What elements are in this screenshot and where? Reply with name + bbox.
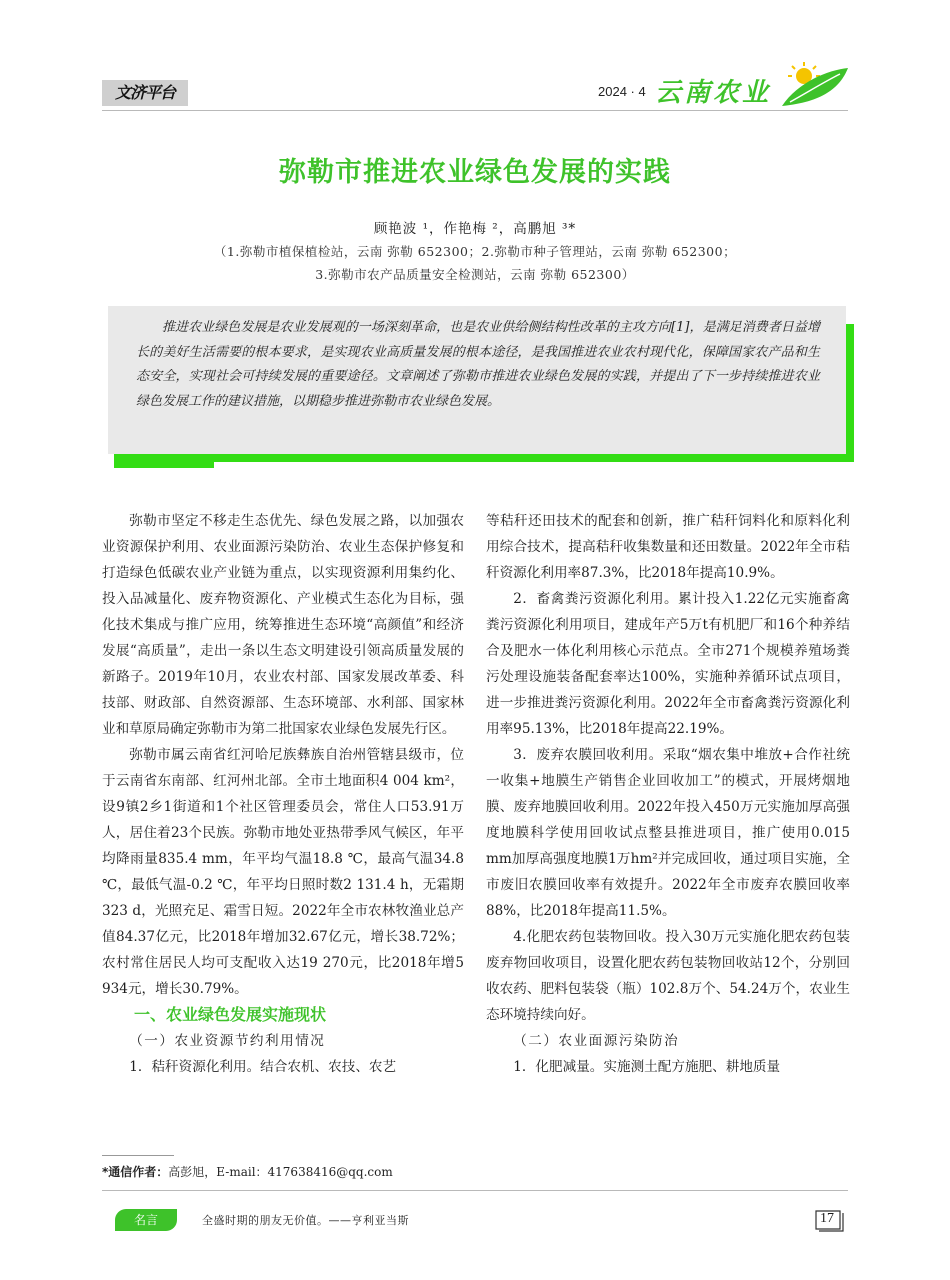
subsection-heading: （一）农业资源节约利用情况 — [129, 1033, 326, 1049]
paragraph: 1．化肥减量。实施测土配方施肥、耕地质量 — [513, 1059, 781, 1075]
motto-tag: 名言 — [115, 1209, 177, 1231]
journal-logo-icon — [778, 62, 850, 108]
section-tag: 文济平台 — [102, 80, 188, 106]
paragraph: 1．秸秆资源化利用。结合农机、农技、农艺 — [129, 1059, 397, 1075]
paragraph: 弥勒市坚定不移走生态优先、绿色发展之路，以加强农业资源保护利用、农业面源污染防治、农业生态保护修复和打造绿色低碳农业产业链为重点，以实现资源利用集约化、投入品减量化、废弃物资源化、产业模式生态化为目标，强化技术集成与推广应用，统筹推进生态环境“高颜值”和经济发展“高质量”，走出一条以生态文明建设引领高质量发展的新路子。2019年10月，农业农村部、国家发展改革委、科技部、财政部、自然资源部、生态环境部、水利部、国家林业和草原局确定弥勒市为第二批国家农业绿色发展先行区。 — [102, 513, 464, 737]
paragraph: 弥勒市属云南省红河哈尼族彝族自治州管辖县级市，位于云南省东南部、红河州北部。全市土地面积4 004 km²，设9镇2乡1街道和1个社区管理委员会，常住人口53.91万人，居住着23个民族。弥勒市地处亚热带季风气候区，年平均降雨量835.4 mm，年平均气温18.8 ℃，最高气温34.8 ℃，最低气温-0.2 ℃，年平均日照时数2 131.4 h，无霜期323 d，光照充足、霜雪日短。2022年全市农林牧渔业总产值84.37亿元，比2018年增加32.67亿元，增长38.72%；农村常住居民人均可支配收入达19 270元，比2018年增5 934元，增长30.79%。 — [102, 747, 464, 997]
issue-number: 2024 · 4 — [598, 84, 646, 99]
paragraph: 4.化肥农药包装物回收。投入30万元实施化肥农药包装废弃物回收项目，设置化肥农药包装物回收站12个，分别回收农药、肥料包装袋（瓶）102.8万个、54.24万个，农业生态环境持续向好。 — [486, 929, 850, 1023]
subsection-heading: （二）农业面源污染防治 — [513, 1033, 680, 1049]
motto-text: 全盛时期的朋友无价值。——亨利亚当斯 — [202, 1214, 409, 1227]
affiliation-line-2: 3.弥勒市农产品质量安全检测站，云南 弥勒 652300） — [315, 267, 635, 282]
body-left-column — [102, 508, 464, 1080]
paragraph: 3．废弃农膜回收利用。采取“烟农集中堆放+合作社统一收集+地膜生产销售企业回收加工”的模式，开展烤烟地膜、废弃地膜回收利用。2022年投入450万元实施加厚高强度地膜科学使用回收试点整县推进项目，推广使用0.015 mm加厚高强度地膜1万hm²并完成回收，通过项目实施，全市废旧农膜回收率有效提升。2022年全市废弃农膜回收率88%，比2018年提高11.5%。 — [486, 747, 850, 919]
body-right-column — [486, 508, 850, 1080]
paragraph: 等秸秆还田技术的配套和创新，推广秸秆饲料化和原料化利用综合技术，提高秸秆收集数量和还田数量。2022年全市秸秆资源化利用率87.3%，比2018年提高10.9%。 — [486, 513, 850, 581]
footnote-rule — [102, 1155, 174, 1156]
affiliation-line-1: （1.弥勒市植保植检站，云南 弥勒 652300；2.弥勒市种子管理站，云南 弥勒 652300； — [213, 244, 737, 259]
section-heading: 一、农业绿色发展实施现状 — [134, 1005, 327, 1024]
journal-name: 云南农业 — [655, 78, 772, 108]
footnote — [102, 1163, 393, 1180]
authors: 顾艳波 ¹，作艳梅 ²，高鹏旭 ³* — [373, 221, 577, 237]
page-number-text: 17 — [820, 1211, 834, 1226]
footnote-text: 高彭旭，E-mail：417638416@qq.com — [168, 1165, 393, 1179]
page-number — [814, 1209, 846, 1233]
header-rule — [102, 110, 848, 111]
footer-rule — [102, 1190, 848, 1191]
article-title: 弥勒市推进农业绿色发展的实践 — [279, 157, 671, 188]
paragraph: 2．畜禽粪污资源化利用。累计投入1.22亿元实施畜禽粪污资源化利用项目，建成年产5万t有机肥厂和16个种养结合及肥水一体化利用核心示范点。全市271个规模养殖场粪污处理设施装备配套率达100%，实施种养循环试点项目，进一步推进粪污资源化利用。2022年全市畜禽粪污资源化利用率95.13%，比2018年提高22.19%。 — [486, 591, 850, 737]
footnote-label: *通信作者： — [102, 1165, 169, 1179]
abstract-text: 推进农业绿色发展是农业发展观的一场深刻革命，也是农业供给侧结构性改革的主攻方向[1]，是满足消费者日益增长的美好生活需要的根本要求，是实现农业高质量发展的根本途径，是我国推进农业农村现代化，保障国家农产品和生态安全，实现社会可持续发展的重要途径。文章阐述了弥勒市推进农业绿色发展的实践，并提出了下一步持续推进农业绿色发展工作的建议措施，以期稳步推进弥勒市农业绿色发展。 — [136, 320, 820, 409]
